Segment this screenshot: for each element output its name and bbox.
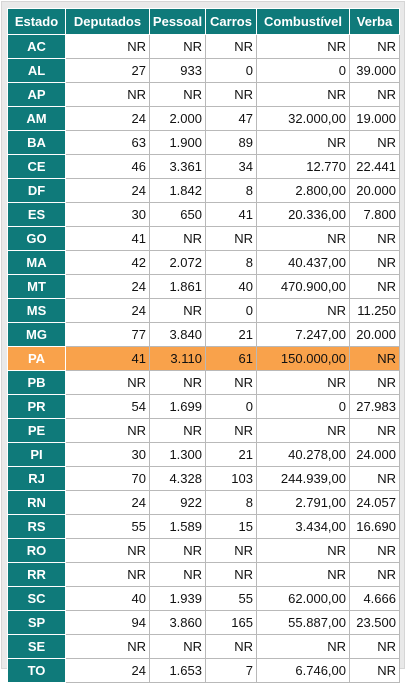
cell-deputados: 55 <box>66 515 150 539</box>
cell-carros: NR <box>206 35 257 59</box>
cell-carros: 8 <box>206 491 257 515</box>
cell-pessoal: NR <box>150 539 206 563</box>
cell-pessoal: 933 <box>150 59 206 83</box>
cell-carros: 55 <box>206 587 257 611</box>
cell-estado: BA <box>8 131 66 155</box>
cell-estado: RJ <box>8 467 66 491</box>
cell-estado: MA <box>8 251 66 275</box>
data-table <box>7 8 400 683</box>
table-row <box>8 395 400 419</box>
table-row <box>8 251 400 275</box>
table-row <box>8 179 400 203</box>
cell-pessoal: 1.589 <box>150 515 206 539</box>
cell-verba: NR <box>350 227 400 251</box>
cell-deputados: NR <box>66 635 150 659</box>
table-row <box>8 611 400 635</box>
cell-verba: 24.000 <box>350 443 400 467</box>
header-carros: Carros <box>206 9 257 35</box>
table-row <box>8 275 400 299</box>
cell-deputados: 77 <box>66 323 150 347</box>
cell-pessoal: 3.361 <box>150 155 206 179</box>
table-row <box>8 299 400 323</box>
cell-pessoal: NR <box>150 371 206 395</box>
cell-combustivel: NR <box>257 299 350 323</box>
cell-verba: 23.500 <box>350 611 400 635</box>
cell-deputados: NR <box>66 539 150 563</box>
cell-verba: NR <box>350 347 400 371</box>
cell-verba: 39.000 <box>350 59 400 83</box>
cell-pessoal: NR <box>150 419 206 443</box>
header-pessoal: Pessoal <box>150 9 206 35</box>
cell-combustivel: NR <box>257 83 350 107</box>
cell-verba: 24.057 <box>350 491 400 515</box>
cell-verba: NR <box>350 419 400 443</box>
cell-deputados: 63 <box>66 131 150 155</box>
table-row <box>8 203 400 227</box>
cell-carros: 40 <box>206 275 257 299</box>
cell-deputados: 24 <box>66 107 150 131</box>
cell-verba: 22.441 <box>350 155 400 179</box>
cell-estado: RS <box>8 515 66 539</box>
cell-estado: CE <box>8 155 66 179</box>
table-body <box>8 35 400 683</box>
cell-estado: AM <box>8 107 66 131</box>
cell-verba: NR <box>350 275 400 299</box>
cell-carros: NR <box>206 227 257 251</box>
cell-carros: NR <box>206 371 257 395</box>
table-row <box>8 587 400 611</box>
cell-verba: 19.000 <box>350 107 400 131</box>
cell-carros: NR <box>206 635 257 659</box>
cell-verba: NR <box>350 83 400 107</box>
cell-combustivel: 3.434,00 <box>257 515 350 539</box>
cell-combustivel: 2.791,00 <box>257 491 350 515</box>
cell-verba: NR <box>350 539 400 563</box>
cell-pessoal: 1.300 <box>150 443 206 467</box>
table-row <box>8 491 400 515</box>
cell-carros: 7 <box>206 659 257 683</box>
header-verba: Verba <box>350 9 400 35</box>
cell-deputados: 30 <box>66 443 150 467</box>
cell-deputados: 30 <box>66 203 150 227</box>
cell-carros: 89 <box>206 131 257 155</box>
cell-carros: 15 <box>206 515 257 539</box>
cell-pessoal: 2.000 <box>150 107 206 131</box>
table-row <box>8 443 400 467</box>
cell-estado: AL <box>8 59 66 83</box>
cell-combustivel: 150.000,00 <box>257 347 350 371</box>
cell-deputados: 40 <box>66 587 150 611</box>
cell-pessoal: 3.840 <box>150 323 206 347</box>
cell-pessoal: 1.653 <box>150 659 206 683</box>
cell-estado: TO <box>8 659 66 683</box>
cell-estado: DF <box>8 179 66 203</box>
cell-estado: SC <box>8 587 66 611</box>
cell-carros: 8 <box>206 251 257 275</box>
cell-estado: AC <box>8 35 66 59</box>
cell-combustivel: 32.000,00 <box>257 107 350 131</box>
cell-estado: MG <box>8 323 66 347</box>
cell-estado: GO <box>8 227 66 251</box>
cell-combustivel: 12.770 <box>257 155 350 179</box>
cell-verba: 27.983 <box>350 395 400 419</box>
cell-deputados: 46 <box>66 155 150 179</box>
table-row <box>8 539 400 563</box>
cell-estado: RO <box>8 539 66 563</box>
cell-deputados: 41 <box>66 227 150 251</box>
cell-carros: 47 <box>206 107 257 131</box>
cell-deputados: NR <box>66 371 150 395</box>
cell-deputados: NR <box>66 35 150 59</box>
cell-combustivel: NR <box>257 635 350 659</box>
cell-deputados: 24 <box>66 179 150 203</box>
cell-combustivel: 55.887,00 <box>257 611 350 635</box>
cell-combustivel: 2.800,00 <box>257 179 350 203</box>
cell-combustivel: NR <box>257 563 350 587</box>
cell-estado: SP <box>8 611 66 635</box>
table-row <box>8 323 400 347</box>
cell-estado: AP <box>8 83 66 107</box>
cell-pessoal: NR <box>150 35 206 59</box>
cell-carros: 0 <box>206 59 257 83</box>
cell-combustivel: NR <box>257 539 350 563</box>
cell-estado: MT <box>8 275 66 299</box>
header-estado: Estado <box>8 9 66 35</box>
cell-estado: ES <box>8 203 66 227</box>
cell-estado: RR <box>8 563 66 587</box>
table-row <box>8 155 400 179</box>
cell-estado: SE <box>8 635 66 659</box>
cell-verba: 4.666 <box>350 587 400 611</box>
cell-combustivel: NR <box>257 419 350 443</box>
cell-pessoal: 3.860 <box>150 611 206 635</box>
cell-combustivel: NR <box>257 371 350 395</box>
table-row <box>8 563 400 587</box>
table-row <box>8 347 400 371</box>
cell-combustivel: 62.000,00 <box>257 587 350 611</box>
cell-verba: NR <box>350 467 400 491</box>
cell-verba: 7.800 <box>350 203 400 227</box>
cell-estado: MS <box>8 299 66 323</box>
cell-pessoal: NR <box>150 635 206 659</box>
table-row <box>8 35 400 59</box>
cell-deputados: NR <box>66 563 150 587</box>
cell-pessoal: 650 <box>150 203 206 227</box>
cell-pessoal: NR <box>150 563 206 587</box>
cell-deputados: 24 <box>66 659 150 683</box>
cell-combustivel: 40.278,00 <box>257 443 350 467</box>
cell-verba: 11.250 <box>350 299 400 323</box>
cell-carros: NR <box>206 83 257 107</box>
cell-carros: 41 <box>206 203 257 227</box>
cell-verba: NR <box>350 131 400 155</box>
table-row <box>8 131 400 155</box>
cell-deputados: 94 <box>66 611 150 635</box>
cell-verba: NR <box>350 635 400 659</box>
cell-verba: 20.000 <box>350 179 400 203</box>
cell-verba: 16.690 <box>350 515 400 539</box>
cell-deputados: NR <box>66 419 150 443</box>
cell-pessoal: 4.328 <box>150 467 206 491</box>
header-row <box>8 9 400 35</box>
cell-deputados: 24 <box>66 275 150 299</box>
cell-estado: PE <box>8 419 66 443</box>
cell-estado: PB <box>8 371 66 395</box>
cell-deputados: 42 <box>66 251 150 275</box>
cell-combustivel: 6.746,00 <box>257 659 350 683</box>
cell-estado: PR <box>8 395 66 419</box>
table-row <box>8 635 400 659</box>
cell-pessoal: NR <box>150 83 206 107</box>
cell-deputados: 70 <box>66 467 150 491</box>
cell-deputados: NR <box>66 83 150 107</box>
cell-combustivel: 40.437,00 <box>257 251 350 275</box>
cell-carros: 8 <box>206 179 257 203</box>
cell-pessoal: 2.072 <box>150 251 206 275</box>
table-row <box>8 419 400 443</box>
cell-carros: NR <box>206 539 257 563</box>
cell-combustivel: 0 <box>257 59 350 83</box>
cell-combustivel: NR <box>257 35 350 59</box>
cell-combustivel: NR <box>257 227 350 251</box>
cell-pessoal: 1.861 <box>150 275 206 299</box>
cell-estado: PI <box>8 443 66 467</box>
cell-carros: 61 <box>206 347 257 371</box>
cell-deputados: 24 <box>66 299 150 323</box>
cell-pessoal: 922 <box>150 491 206 515</box>
cell-carros: 0 <box>206 395 257 419</box>
table-row <box>8 371 400 395</box>
header-deputados: Deputados <box>66 9 150 35</box>
cell-deputados: 27 <box>66 59 150 83</box>
cell-carros: 0 <box>206 299 257 323</box>
table-row <box>8 467 400 491</box>
header-combustivel: Combustível <box>257 9 350 35</box>
cell-combustivel: 7.247,00 <box>257 323 350 347</box>
cell-pessoal: 3.110 <box>150 347 206 371</box>
cell-verba: NR <box>350 371 400 395</box>
cell-carros: 21 <box>206 443 257 467</box>
table-row <box>8 59 400 83</box>
cell-pessoal: NR <box>150 299 206 323</box>
cell-verba: NR <box>350 251 400 275</box>
cell-verba: NR <box>350 659 400 683</box>
cell-carros: NR <box>206 563 257 587</box>
table-row <box>8 107 400 131</box>
cell-verba: NR <box>350 563 400 587</box>
cell-combustivel: 20.336,00 <box>257 203 350 227</box>
cell-carros: 103 <box>206 467 257 491</box>
table-row <box>8 515 400 539</box>
cell-estado: PA <box>8 347 66 371</box>
cell-pessoal: 1.939 <box>150 587 206 611</box>
cell-combustivel: 470.900,00 <box>257 275 350 299</box>
cell-pessoal: 1.699 <box>150 395 206 419</box>
table-row <box>8 227 400 251</box>
cell-pessoal: NR <box>150 227 206 251</box>
table-row <box>8 83 400 107</box>
cell-pessoal: 1.842 <box>150 179 206 203</box>
cell-carros: 34 <box>206 155 257 179</box>
cell-deputados: 41 <box>66 347 150 371</box>
cell-verba: NR <box>350 35 400 59</box>
cell-deputados: 54 <box>66 395 150 419</box>
cell-carros: 21 <box>206 323 257 347</box>
cell-carros: 165 <box>206 611 257 635</box>
table-row <box>8 659 400 683</box>
cell-combustivel: 244.939,00 <box>257 467 350 491</box>
cell-carros: NR <box>206 419 257 443</box>
cell-deputados: 24 <box>66 491 150 515</box>
cell-combustivel: NR <box>257 131 350 155</box>
cell-combustivel: 0 <box>257 395 350 419</box>
cell-verba: 20.000 <box>350 323 400 347</box>
table-frame <box>2 2 404 678</box>
cell-pessoal: 1.900 <box>150 131 206 155</box>
cell-estado: RN <box>8 491 66 515</box>
